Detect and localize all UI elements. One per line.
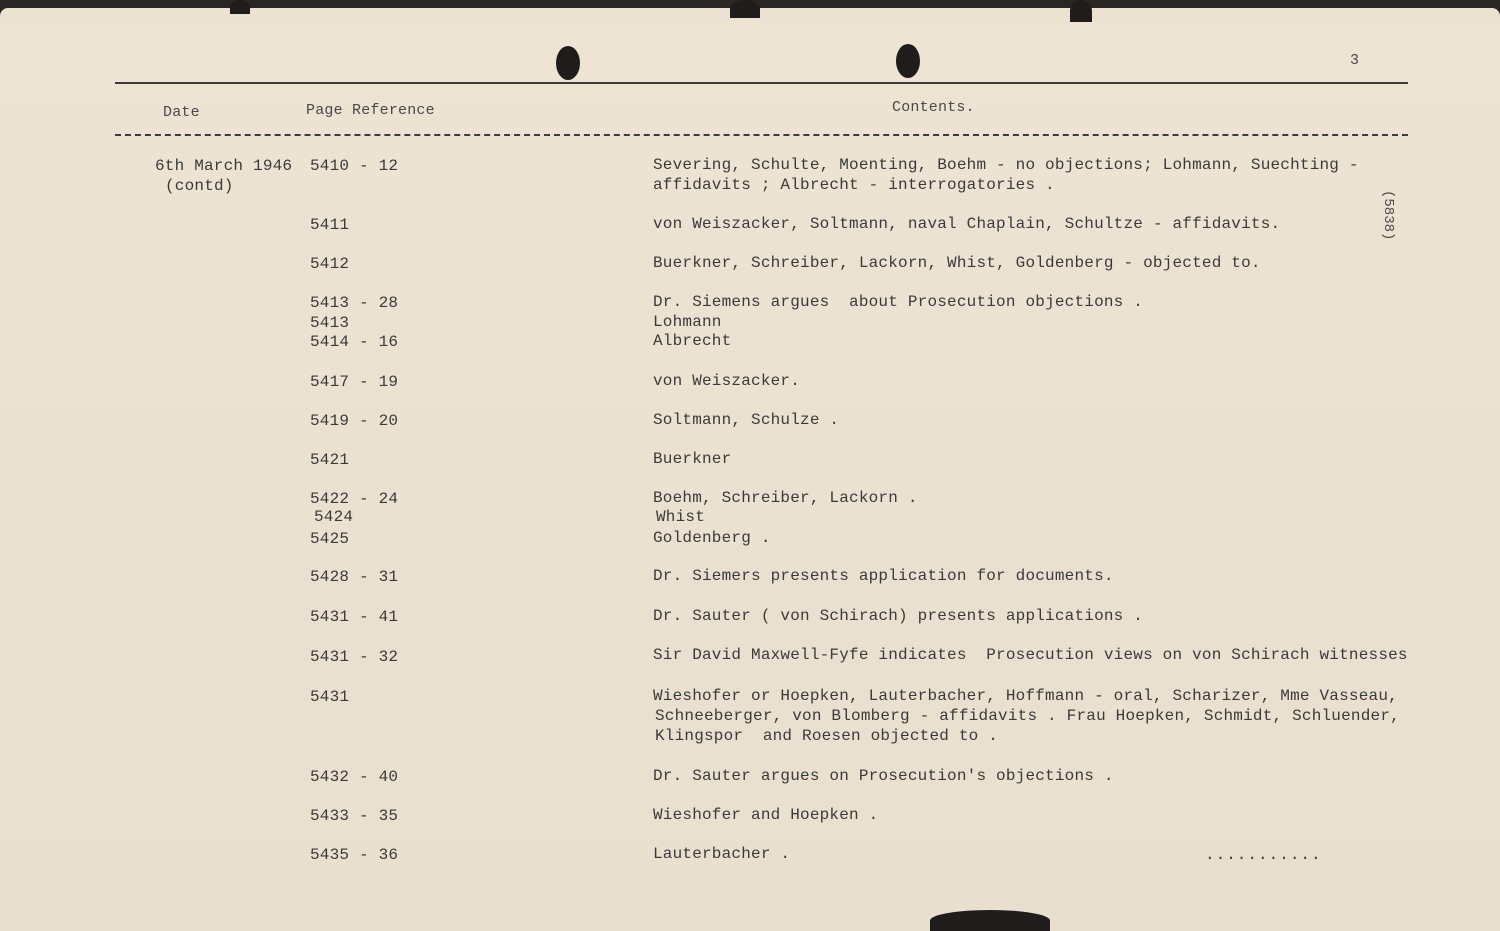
header-page-reference: Page Reference [306,102,435,119]
contents-line: Lohmann [653,313,722,331]
tear-mark [230,0,250,14]
page-reference: 5422 - 24 [310,490,399,508]
page-reference: 5433 - 35 [310,807,399,825]
contents-line: Klingspor and Roesen objected to . [655,727,999,745]
page-reference: 5413 - 28 [310,294,399,312]
tear-mark [730,0,760,18]
page-reference: 5417 - 19 [310,373,399,391]
contents-line: Goldenberg . [653,529,771,547]
header-contents: Contents. [892,99,975,116]
page-reference: 5424 [314,508,354,526]
contents-line: Schneeberger, von Blomberg - affidavits . Frau Hoepken, Schmidt, Schluender, [655,707,1400,725]
page-reference: 5435 - 36 [310,846,399,864]
contents-line: Dr. Siemens argues about Prosecution objections . [653,293,1144,311]
header-bottom-rule [115,134,1408,136]
contents-line: von Weiszacker, Soltmann, naval Chaplain, Schultze - affidavits. [653,215,1281,233]
contents-line: Dr. Sauter argues on Prosecution's objections . [653,767,1114,785]
contents-line: Boehm, Schreiber, Lackorn . [653,489,918,507]
contents-line: Dr. Siemers presents application for documents. [653,567,1114,585]
punch-hole [556,46,580,80]
contents-line: Severing, Schulte, Moenting, Boehm - no objections; Lohmann, Suechting - [653,156,1359,174]
page-number: 3 [1350,52,1360,69]
contents-line: Albrecht [653,332,732,350]
contents-line: Soltmann, Schulze . [653,411,840,429]
page-reference: 5431 - 41 [310,608,399,626]
page-reference: 5412 [310,255,350,273]
header-date: Date [163,104,200,121]
tear-mark [930,910,1050,931]
contents-line: Lauterbacher . [653,845,791,863]
punch-hole [896,44,920,78]
contents-line: Dr. Sauter ( von Schirach) presents applications . [653,607,1144,625]
contents-line: Wieshofer and Hoepken . [653,806,879,824]
page-reference: 5428 - 31 [310,568,399,586]
page-reference: 5411 [310,216,350,234]
page-reference: 5432 - 40 [310,768,399,786]
contents-line: Wieshofer or Hoepken, Lauterbacher, Hoffmann - oral, Scharizer, Mme Vasseau, [653,687,1398,705]
page-reference: 5431 [310,688,350,706]
page-reference: 5431 - 32 [310,648,399,666]
page-reference: 5414 - 16 [310,333,399,351]
contents-line: affidavits ; Albrecht - interrogatories . [653,176,1055,194]
continuation-marker: ........... [1205,846,1322,864]
page-reference: 5421 [310,451,350,469]
tear-mark [1070,0,1092,22]
contents-line: Buerkner, Schreiber, Lackorn, Whist, Goldenberg - objected to. [653,254,1261,272]
page-reference: 5419 - 20 [310,412,399,430]
entry-date-contd: (contd) [165,177,234,195]
page-reference: 5410 - 12 [310,157,399,175]
contents-line: von Weiszacker. [653,372,801,390]
contents-line: Sir David Maxwell-Fyfe indicates Prosecution views on von Schirach witnesses [653,646,1408,664]
entry-date: 6th March 1946 [155,157,293,175]
contents-line: Buerkner [653,450,732,468]
margin-note: (5838) [1380,190,1396,241]
page-reference: 5413 [310,314,350,332]
header-top-rule [115,82,1408,84]
page-reference: 5425 [310,530,350,548]
contents-line: Whist [656,508,706,526]
